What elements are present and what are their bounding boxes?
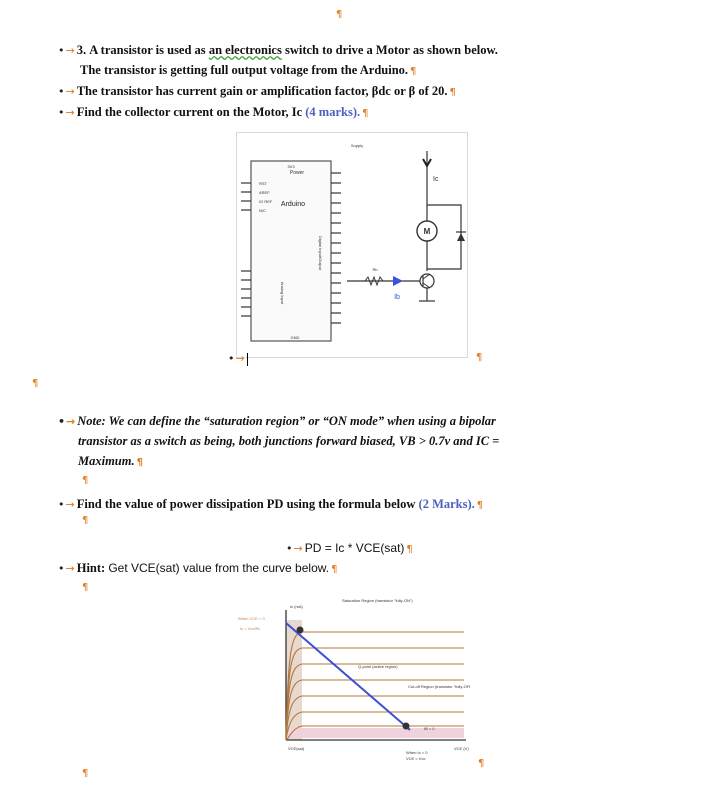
- ib-zero-label: IB = 0: [424, 726, 435, 731]
- paragraph-mark: ¶: [478, 758, 485, 769]
- base-current-arrow-icon: [393, 276, 403, 286]
- left-pin-label: IO REF: [259, 199, 273, 204]
- bullet: •: [58, 44, 65, 57]
- x-axis-label: VCE (V): [454, 746, 469, 751]
- paragraph-mark: ¶: [331, 564, 338, 575]
- hint-line: [58, 560, 337, 578]
- empty-bullet-line: [228, 350, 248, 367]
- bullet: •: [58, 106, 65, 119]
- gnd-label: GND: [290, 335, 300, 340]
- question-3-line-2: [80, 62, 416, 80]
- paragraph-mark: ¶: [82, 582, 89, 593]
- paragraph-mark: ¶: [406, 544, 413, 555]
- question-line-3-text: The transistor has current gain or amplification factor, βdc or β of 20.: [76, 84, 448, 98]
- saturation-region-label: Saturation Region (transistor "fully-ON"): [342, 598, 413, 603]
- transistor-characteristic-figure: [230, 590, 470, 766]
- power-formula: PD = Ic * VCE(sat): [304, 541, 405, 555]
- analog-label: Analog Input: [280, 281, 285, 305]
- left-pin-label: RST: [259, 181, 267, 186]
- board-label: Arduino: [280, 201, 306, 208]
- question-3-line-4: [58, 104, 369, 122]
- marks-label: (4 marks).: [305, 105, 361, 119]
- find-pd-text: Find the value of power dissipation PD using the formula below: [76, 497, 416, 511]
- paragraph-mark: ¶: [449, 87, 456, 98]
- left-pin-label: N/C: [259, 208, 266, 213]
- saturation-point: [297, 627, 304, 634]
- top-pins-label: 3V3: [287, 164, 295, 169]
- paragraph-mark: ¶: [136, 457, 143, 468]
- supply-label: Supply: [350, 143, 364, 148]
- cutoff-region-label: Cut-off Region (transistor "fully-OFF"): [408, 684, 470, 689]
- text-cursor: [247, 353, 248, 366]
- paragraph-mark: ¶: [32, 378, 39, 389]
- power-label: Power: [289, 170, 305, 176]
- left-pin-stubs: [241, 183, 251, 316]
- bullet: •: [58, 562, 65, 575]
- vce-sat-label: VCE(sat): [288, 746, 305, 751]
- paragraph-mark: ¶: [82, 768, 89, 779]
- output-characteristic-curve: [230, 590, 470, 766]
- question-text-post: switch to drive a Motor as shown below.: [284, 43, 498, 57]
- tab-arrow-icon: →: [235, 352, 245, 365]
- when-vce-zero-label: When VCE = 0: [238, 616, 265, 621]
- marks-label: (2 Marks).: [418, 497, 475, 511]
- paragraph-mark: ¶: [336, 9, 343, 20]
- bullet: •: [58, 415, 66, 428]
- ic-equation-label: Ic = Vcc/RL: [240, 626, 261, 631]
- spellcheck-phrase[interactable]: an electronics: [208, 43, 282, 57]
- vce-equation-label: VCE = Vcc: [406, 756, 426, 761]
- tab-arrow-icon: →: [65, 498, 75, 511]
- note-text-1: Note: We can define the “saturation region” or “ON mode” when using a bipolar: [77, 414, 496, 428]
- tab-arrow-icon: →: [66, 415, 76, 428]
- ic-label: Ic: [433, 176, 439, 183]
- arduino-circuit-figure: [236, 132, 468, 358]
- hint-label: Hint:: [76, 561, 106, 575]
- bullet: •: [58, 498, 65, 511]
- left-pin-label: AREF: [259, 190, 270, 195]
- note-text-2: transistor as a switch as being, both junctions forward biased, VB > 0.7v and IC =: [78, 434, 500, 448]
- cutoff-region-shade: [286, 728, 464, 738]
- hint-text: Get VCE(sat) value from the curve below.: [108, 561, 330, 575]
- paragraph-mark: ¶: [476, 500, 484, 511]
- tab-arrow-icon: →: [65, 85, 75, 98]
- when-ic-zero-label: When Ic = 0: [406, 750, 428, 755]
- bullet: •: [228, 352, 235, 365]
- note-line-3: [78, 453, 143, 471]
- paragraph-mark: ¶: [362, 108, 369, 119]
- tab-arrow-icon: →: [293, 542, 303, 555]
- cutoff-point: [403, 723, 410, 730]
- paragraph-mark: ¶: [410, 66, 417, 77]
- find-pd-line: [58, 496, 483, 514]
- note-line-1: [58, 413, 496, 430]
- tab-arrow-icon: →: [65, 562, 75, 575]
- load-line: [286, 623, 410, 730]
- motor-label: M: [423, 227, 431, 236]
- formula-line: [286, 540, 413, 558]
- question-3-line-3: [58, 83, 456, 101]
- paragraph-mark: ¶: [82, 515, 89, 526]
- y-axis-label: Ic (mA): [290, 604, 303, 609]
- bullet: •: [286, 542, 293, 555]
- question-line-2-text: The transistor is getting full output voltage from the Arduino.: [80, 63, 409, 77]
- arduino-circuit-diagram: [237, 133, 467, 357]
- bullet: •: [58, 85, 65, 98]
- ib-label: Ib: [394, 294, 400, 301]
- base-resistor-label: Rb: [372, 267, 378, 272]
- tab-arrow-icon: →: [65, 44, 75, 57]
- paragraph-mark: ¶: [82, 475, 89, 486]
- question-line-4-text: Find the collector current on the Motor, Ic: [76, 105, 303, 119]
- paragraph-mark: ¶: [476, 352, 483, 363]
- tab-arrow-icon: →: [65, 106, 75, 119]
- question-3-line-1: [58, 42, 498, 59]
- note-line-2: [78, 433, 499, 449]
- diode-icon: [457, 233, 465, 241]
- note-text-3: Maximum.: [78, 454, 135, 468]
- question-text-pre: A transistor is used as: [89, 43, 206, 57]
- digital-label: Digital Input/Output: [318, 235, 323, 271]
- question-number: 3.: [76, 43, 87, 57]
- right-pin-stubs: [331, 173, 341, 323]
- active-region-label: Q-point (active region): [358, 664, 398, 669]
